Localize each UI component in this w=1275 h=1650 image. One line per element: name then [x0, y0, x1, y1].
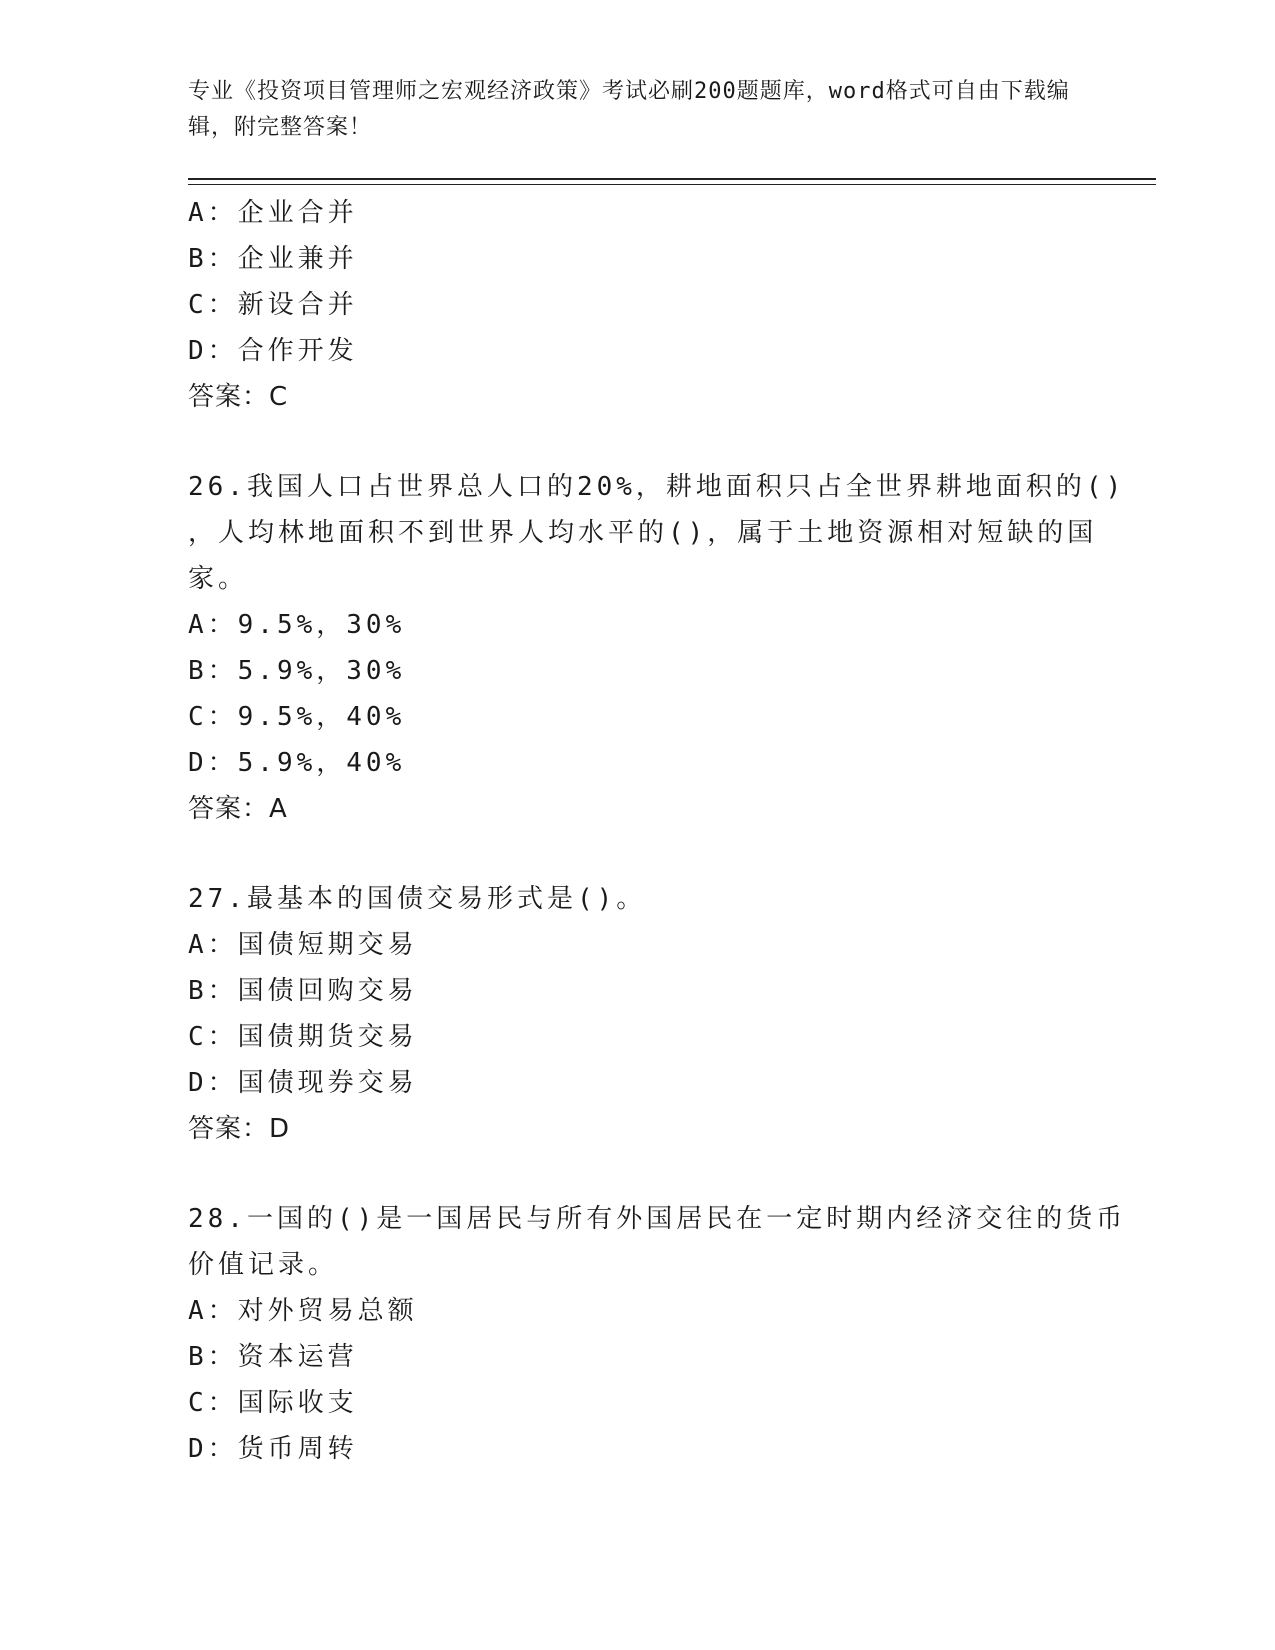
q28-stem-line-1: 28.一国的()是一国居民与所有外国居民在一定时期内经济交往的货币	[188, 1204, 1127, 1234]
header-intro: 专业《投资项目管理师之宏观经济政策》考试必刷200题题库，word格式可自由下载编辑，附完整答案！	[188, 79, 1070, 140]
spacer	[188, 420, 1088, 464]
q25-option-c: C：新设合并	[188, 290, 358, 320]
question-27	[188, 876, 1088, 1152]
spacer	[188, 1152, 1088, 1196]
q27-answer: 答案：D	[188, 1114, 291, 1144]
q26-option-a: A：9.5%，30%	[188, 610, 406, 640]
q25-option-d: D：合作开发	[188, 336, 358, 366]
q26-option-d: D：5.9%，40%	[188, 748, 406, 778]
q28-stem-line-2: 价值记录。	[188, 1250, 339, 1280]
q27-option-b: B：国债回购交易	[188, 976, 418, 1006]
q26-stem-line-2: ，人均林地面积不到世界人均水平的()，属于土地资源相对短缺的国	[188, 518, 1098, 548]
q26-option-b: B：5.9%，30%	[188, 656, 406, 686]
q27-option-a: A：国债短期交易	[188, 930, 418, 960]
question-list	[188, 190, 1127, 1472]
question-25	[188, 190, 1088, 420]
q28-option-b: B：资本运营	[188, 1342, 358, 1372]
spacer	[188, 832, 1088, 876]
q27-option-c: C：国债期货交易	[188, 1022, 418, 1052]
question-26	[188, 464, 1126, 832]
q28-option-a: A：对外贸易总额	[188, 1296, 418, 1326]
q25-answer: 答案：C	[188, 382, 289, 412]
q27-option-d: D：国债现券交易	[188, 1068, 418, 1098]
q28-option-c: C：国际收支	[188, 1388, 358, 1418]
q26-option-c: C：9.5%，40%	[188, 702, 406, 732]
document-header	[188, 74, 1088, 146]
q27-stem-line-1: 27.最基本的国债交易形式是()。	[188, 884, 647, 914]
q26-stem-line-3: 家。	[188, 564, 249, 594]
q26-answer: 答案：A	[188, 794, 288, 824]
header-divider-thick	[188, 178, 1156, 180]
q25-option-b: B：企业兼并	[188, 244, 358, 274]
q25-option-a: A：企业合并	[188, 198, 358, 228]
question-28	[188, 1196, 1127, 1472]
header-divider-thin	[188, 184, 1156, 185]
q26-stem-line-1: 26.我国人口占世界总人口的20%，耕地面积只占全世界耕地面积的()	[188, 472, 1126, 502]
q28-option-d: D：货币周转	[188, 1434, 358, 1464]
